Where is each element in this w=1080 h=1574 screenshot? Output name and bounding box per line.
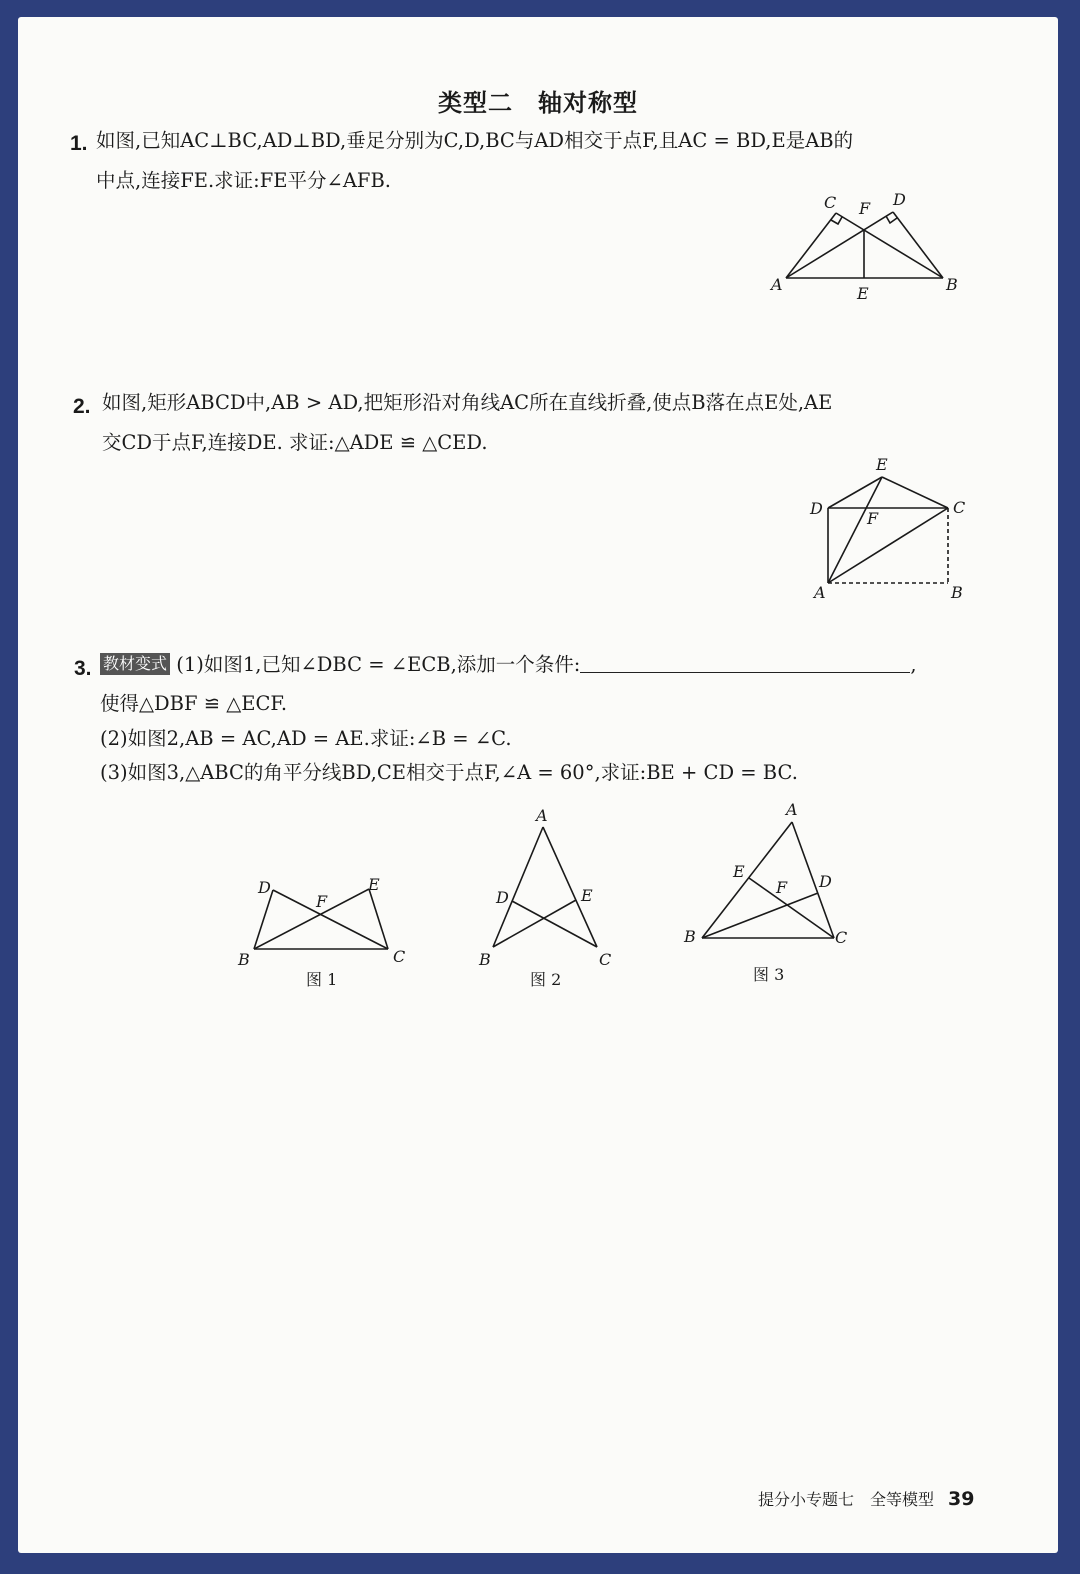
section-title: 类型二 轴对称型	[438, 89, 638, 117]
label-E: E	[876, 455, 888, 474]
footer-series: 提分小专题七	[758, 1490, 855, 1509]
segment-CD	[512, 901, 597, 947]
label-B: B	[238, 950, 250, 969]
problem-1-figure	[758, 187, 998, 327]
problem-2-line-2: 交CD于点F,连接DE. 求证:△ADE ≌ △CED.	[102, 431, 488, 454]
problem-1-line-1: 如图,已知AC⊥BC,AD⊥BD,垂足分别为C,D,BC与AD相交于点F,且AC = BD,E是AB的	[96, 129, 854, 152]
label-C: C	[599, 950, 612, 969]
label-E: E	[581, 886, 593, 905]
problem-2-number: 2.	[73, 395, 91, 418]
label-B: B	[946, 275, 958, 294]
label-E: E	[733, 862, 745, 881]
label-C: C	[835, 928, 848, 947]
label-D: D	[496, 888, 509, 907]
segment-AC	[786, 213, 836, 278]
textbook-variant-tag: 教材变式	[100, 653, 170, 675]
right-angle-mark-D	[886, 216, 897, 223]
figure-3-caption: 图 3	[753, 965, 785, 984]
label-B: B	[951, 583, 963, 602]
problem-3-line-4: (3)如图3,△ABC的角平分线BD,CE相交于点F,∠A = 60°,求证:BE + CD = BC.	[100, 761, 798, 784]
problem-3-line-1	[100, 651, 917, 679]
label-D: D	[819, 872, 832, 891]
segment-EC	[882, 477, 948, 508]
problem-2-figure	[798, 457, 998, 607]
problem-3-number: 3.	[74, 657, 92, 680]
label-F: F	[776, 878, 788, 897]
label-C: C	[393, 947, 406, 966]
problem-3-part-1-text: (1)如图1,已知∠DBC = ∠ECB,添加一个条件:	[176, 653, 581, 676]
problem-3-line-3: (2)如图2,AB = AC,AD = AE.求证:∠B = ∠C.	[100, 727, 512, 750]
figure-2-caption: 图 2	[530, 970, 562, 989]
answer-blank[interactable]	[580, 654, 910, 673]
segment-BE	[493, 900, 576, 947]
page-footer	[758, 1487, 974, 1510]
problem-1-number: 1.	[70, 132, 88, 155]
figure-1-caption: 图 1	[306, 970, 338, 989]
problem-3-figure-1	[228, 867, 418, 977]
problem-3-line-1-tail: ,	[910, 653, 917, 676]
problem-3-figure-3	[678, 797, 878, 967]
label-A: A	[771, 275, 783, 294]
label-D: D	[258, 878, 271, 897]
label-C: C	[953, 498, 966, 517]
page-number: 39	[948, 1488, 975, 1510]
segment-BD	[893, 212, 943, 278]
label-A: A	[786, 800, 798, 819]
label-D: D	[893, 190, 906, 209]
segment-AB	[493, 827, 543, 947]
label-F: F	[316, 892, 328, 911]
problem-3-line-2: 使得△DBF ≌ △ECF.	[100, 692, 288, 715]
problem-2-line-1: 如图,矩形ABCD中,AB > AD,把矩形沿对角线AC所在直线折叠,使点B落在点E处,AE	[102, 391, 833, 414]
label-C: C	[824, 193, 837, 212]
label-B: B	[684, 927, 696, 946]
problem-3-figure-2	[473, 797, 643, 977]
label-E: E	[857, 284, 869, 303]
label-F: F	[867, 509, 879, 528]
label-A: A	[814, 583, 826, 602]
label-B: B	[479, 950, 491, 969]
footer-topic: 全等模型	[870, 1490, 935, 1509]
problem-1-line-2: 中点,连接FE.求证:FE平分∠AFB.	[96, 169, 391, 192]
label-A: A	[536, 806, 548, 825]
worksheet-page	[18, 17, 1058, 1553]
segment-AC	[828, 508, 948, 583]
label-D: D	[810, 499, 823, 518]
label-E: E	[368, 875, 380, 894]
segment-DC	[273, 890, 388, 949]
label-F: F	[859, 199, 871, 218]
